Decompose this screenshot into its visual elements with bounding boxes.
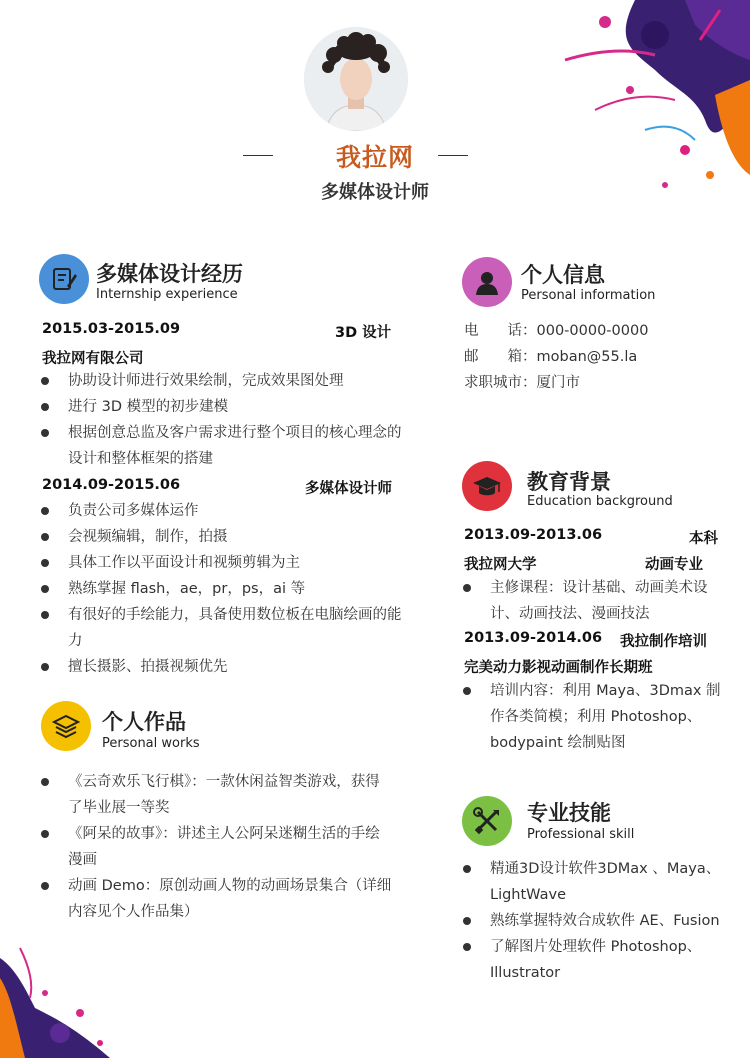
job-title: 多媒体设计师 bbox=[321, 182, 429, 203]
edu2-org: 我拉制作培训 bbox=[620, 634, 707, 650]
layers-icon bbox=[41, 701, 91, 751]
education-title: 教育背景 bbox=[527, 470, 611, 494]
job1-role: 3D 设计 bbox=[335, 325, 392, 341]
experience-subtitle: Internship experience bbox=[96, 287, 238, 302]
person-icon bbox=[462, 257, 512, 307]
edit-icon bbox=[39, 254, 89, 304]
email-label: 邮 箱： bbox=[464, 349, 537, 365]
email-value: moban@55.la bbox=[536, 349, 638, 365]
avatar bbox=[304, 27, 408, 131]
email-row bbox=[464, 345, 637, 366]
works-title: 个人作品 bbox=[102, 710, 186, 734]
name-divider-right bbox=[438, 155, 468, 156]
graduation-cap-icon bbox=[462, 461, 512, 511]
job2-role: 多媒体设计师 bbox=[305, 481, 392, 497]
list-item: 进行 3D 模型的初步建模 bbox=[68, 394, 403, 420]
list-item: 有很好的手绘能力，具备使用数位板在电脑绘画的能力 bbox=[68, 602, 403, 654]
candidate-name: 我拉网 bbox=[335, 143, 414, 172]
job2-period: 2014.09-2015.06 bbox=[42, 477, 181, 493]
info-title: 个人信息 bbox=[521, 263, 605, 287]
edu1-degree: 本科 bbox=[689, 531, 718, 547]
list-item: 了解图片处理软件 Photoshop、Illustrator bbox=[490, 934, 728, 986]
job1-company: 我拉网有限公司 bbox=[42, 351, 144, 367]
list-item: 具体工作以平面设计和视频剪辑为主 bbox=[68, 550, 403, 576]
tools-icon bbox=[462, 796, 512, 846]
list-item: 熟练掌握 flash，ae，pr，ps，ai 等 bbox=[68, 576, 403, 602]
edu1-period: 2013.09-2013.06 bbox=[464, 527, 603, 543]
list-item: 熟练掌握特效合成软件 AE、Fusion bbox=[490, 908, 728, 934]
list-item: 擅长摄影、拍摄视频优先 bbox=[68, 654, 403, 680]
edu2-course: 完美动力影视动画制作长期班 bbox=[464, 660, 653, 676]
phone-value: 000-0000-0000 bbox=[536, 323, 649, 339]
list-item: 《云奇欢乐飞行棋》：一款休闲益智类游戏，获得了毕业展一等奖 bbox=[68, 769, 393, 821]
city-label: 求职城市： bbox=[464, 375, 537, 391]
education-subtitle: Education background bbox=[527, 494, 673, 509]
works-subtitle: Personal works bbox=[102, 736, 200, 751]
job1-period: 2015.03-2015.09 bbox=[42, 321, 181, 337]
edu1-school: 我拉网大学 bbox=[464, 557, 537, 573]
experience-title: 多媒体设计经历 bbox=[96, 262, 243, 286]
list-item: 动画 Demo：原创动画人物的动画场景集合（详细内容见个人作品集） bbox=[68, 873, 393, 925]
list-item: 精通3D设计软件3DMax 、Maya、LightWave bbox=[490, 856, 728, 908]
info-subtitle: Personal information bbox=[521, 288, 656, 303]
skills-title: 专业技能 bbox=[527, 801, 611, 825]
list-item: 培训内容：利用 Maya、3Dmax 制作各类简模；利用 Photoshop、bodypaint 绘制贴图 bbox=[490, 678, 728, 756]
list-item: 会视频编辑，制作，拍摄 bbox=[68, 524, 403, 550]
phone-row bbox=[464, 319, 648, 340]
phone-label: 电 话： bbox=[464, 323, 537, 339]
paint-splash-bottom-left bbox=[0, 938, 115, 1058]
list-item: 协助设计师进行效果绘制，完成效果图处理 bbox=[68, 368, 403, 394]
city-row bbox=[464, 371, 580, 392]
list-item: 《阿呆的故事》：讲述主人公阿呆迷糊生活的手绘漫画 bbox=[68, 821, 393, 873]
list-item: 负责公司多媒体运作 bbox=[68, 498, 403, 524]
list-item: 根据创意总监及客户需求进行整个项目的核心理念的设计和整体框架的搭建 bbox=[68, 420, 403, 472]
skills-subtitle: Professional skill bbox=[527, 827, 635, 842]
edu1-major: 动画专业 bbox=[645, 557, 703, 573]
edu2-period: 2013.09-2014.06 bbox=[464, 630, 603, 646]
city-value: 厦门市 bbox=[536, 375, 580, 391]
list-item: 主修课程：设计基础、动画美术设计、动画技法、漫画技法 bbox=[490, 575, 728, 627]
